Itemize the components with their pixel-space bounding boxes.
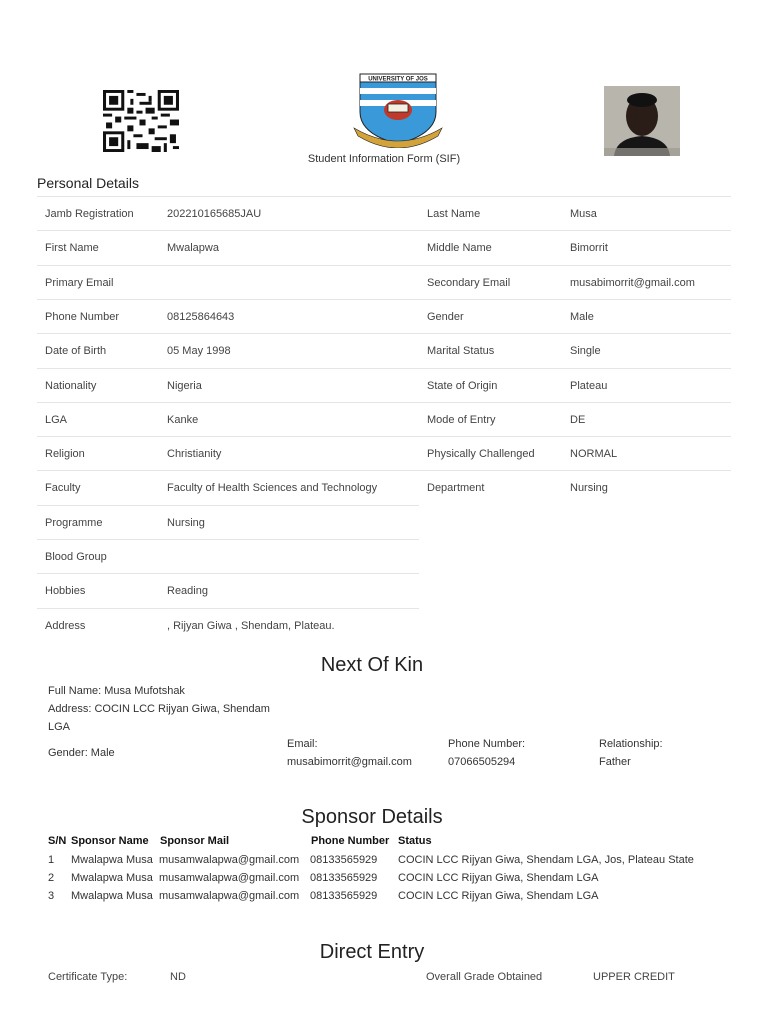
table-rule bbox=[37, 608, 419, 609]
field-value: Male bbox=[570, 310, 594, 323]
field-label: Address bbox=[45, 619, 86, 632]
field-label: Mode of Entry bbox=[427, 413, 496, 426]
kin-relationship-label: Relationship: bbox=[599, 738, 663, 750]
field-label: Secondary Email bbox=[427, 276, 511, 289]
kin-phone-label: Phone Number: bbox=[448, 738, 526, 750]
field-value: 08125864643 bbox=[167, 310, 235, 323]
sponsor-cell: musamwalapwa@gmail.com bbox=[159, 890, 300, 902]
sponsor-column-header: Sponsor Mail bbox=[160, 835, 230, 847]
kin-email: musabimorrit@gmail.com bbox=[287, 756, 412, 768]
section-title-next-of-kin: Next Of Kin bbox=[320, 654, 424, 676]
field-value: Reading bbox=[167, 585, 208, 598]
field-value: Nigeria bbox=[167, 379, 202, 392]
field-label: Middle Name bbox=[427, 242, 492, 255]
field-value: Bimorrit bbox=[570, 242, 608, 255]
field-value: Kanke bbox=[167, 413, 199, 426]
field-value: 05 May 1998 bbox=[167, 345, 231, 358]
field-label: Phone Number bbox=[45, 310, 119, 323]
certificate-type-value: ND bbox=[170, 971, 186, 983]
overall-grade-label: Overall Grade Obtained bbox=[426, 971, 543, 983]
sponsor-cell: Mwalapwa Musa bbox=[71, 854, 153, 866]
table-rule bbox=[37, 230, 731, 231]
table-rule bbox=[37, 573, 419, 574]
field-value: Mwalapwa bbox=[167, 242, 219, 255]
table-rule bbox=[37, 505, 419, 506]
field-value: musabimorrit@gmail.com bbox=[570, 276, 695, 289]
sponsor-cell: musamwalapwa@gmail.com bbox=[159, 872, 300, 884]
field-label: Programme bbox=[45, 516, 103, 529]
table-rule bbox=[37, 539, 419, 540]
student-photo bbox=[604, 86, 680, 156]
field-label: Physically Challenged bbox=[427, 448, 535, 461]
svg-text:UNIVERSITY OF JOS: UNIVERSITY OF JOS bbox=[368, 76, 428, 83]
field-label: Nationality bbox=[45, 379, 97, 392]
sponsor-cell: 3 bbox=[48, 890, 55, 902]
sponsor-column-header: Sponsor Name bbox=[71, 835, 149, 847]
sponsor-column-header: Phone Number bbox=[311, 835, 390, 847]
field-label: Jamb Registration bbox=[45, 208, 134, 220]
section-title-personal: Personal Details bbox=[37, 175, 139, 191]
form-title: Student Information Form (SIF) bbox=[307, 153, 461, 165]
sponsor-cell: Mwalapwa Musa bbox=[71, 890, 153, 902]
table-rule bbox=[37, 265, 731, 266]
field-label: State of Origin bbox=[427, 379, 498, 392]
table-rule bbox=[37, 470, 731, 471]
field-label: Primary Email bbox=[45, 276, 114, 289]
field-label: Hobbies bbox=[45, 585, 86, 598]
sponsor-cell: 08133565929 bbox=[310, 890, 378, 902]
field-label: Last Name bbox=[427, 208, 481, 220]
field-label: Religion bbox=[45, 448, 85, 461]
sponsor-cell: COCIN LCC Rijyan Giwa, Shendam LGA bbox=[398, 872, 599, 884]
field-value: Plateau bbox=[570, 379, 608, 392]
field-label: Department bbox=[427, 482, 485, 495]
sponsor-column-header: S/N bbox=[48, 835, 67, 847]
sponsor-cell: 08133565929 bbox=[310, 872, 378, 884]
kin-relationship: Father bbox=[599, 756, 631, 768]
qr-code bbox=[103, 90, 179, 152]
field-value: Single bbox=[570, 345, 601, 358]
field-value: 202210165685JAU bbox=[167, 208, 262, 220]
field-value: DE bbox=[570, 413, 586, 426]
table-rule bbox=[37, 333, 731, 334]
table-rule bbox=[37, 196, 731, 197]
sponsor-cell: Mwalapwa Musa bbox=[71, 872, 153, 884]
sponsor-cell: musamwalapwa@gmail.com bbox=[159, 854, 300, 866]
table-rule bbox=[37, 402, 731, 403]
kin-address-cont: LGA bbox=[48, 721, 71, 733]
field-label: Gender bbox=[427, 310, 464, 323]
section-title-direct-entry: Direct Entry bbox=[319, 941, 425, 963]
certificate-type-label: Certificate Type: bbox=[48, 971, 128, 983]
field-value: Nursing bbox=[570, 482, 608, 495]
sponsor-cell: COCIN LCC Rijyan Giwa, Shendam LGA, Jos, Plateau State bbox=[398, 854, 694, 866]
field-value: Musa bbox=[570, 208, 597, 220]
overall-grade-value: UPPER CREDIT bbox=[593, 971, 675, 983]
kin-email-label: Email: bbox=[287, 738, 318, 750]
field-value: Faculty of Health Sciences and Technology bbox=[167, 482, 378, 495]
table-rule bbox=[37, 368, 731, 369]
kin-gender: Gender: Male bbox=[48, 747, 115, 759]
university-logo bbox=[352, 68, 444, 148]
table-rule bbox=[37, 299, 731, 300]
kin-phone: 07066505294 bbox=[448, 756, 516, 768]
section-title-sponsor: Sponsor Details bbox=[301, 806, 443, 828]
field-value: Nursing bbox=[167, 516, 205, 529]
field-value: NORMAL bbox=[570, 448, 618, 461]
field-value: Christianity bbox=[167, 448, 222, 461]
field-label: Blood Group bbox=[45, 551, 107, 563]
field-value: , Rijyan Giwa , Shendam, Plateau. bbox=[167, 619, 335, 632]
sponsor-cell: 2 bbox=[48, 872, 55, 884]
sponsor-cell: 08133565929 bbox=[310, 854, 378, 866]
field-label: Date of Birth bbox=[45, 345, 107, 358]
kin-address: Address: COCIN LCC Rijyan Giwa, Shendam bbox=[48, 703, 270, 715]
kin-full-name: Full Name: Musa Mufotshak bbox=[48, 685, 185, 697]
field-label: Marital Status bbox=[427, 345, 495, 358]
field-label: First Name bbox=[45, 242, 99, 255]
sponsor-cell: 1 bbox=[48, 854, 55, 866]
sponsor-column-header: Status bbox=[398, 835, 432, 847]
sponsor-cell: COCIN LCC Rijyan Giwa, Shendam LGA bbox=[398, 890, 599, 902]
table-rule bbox=[37, 436, 731, 437]
field-label: LGA bbox=[45, 413, 68, 426]
field-label: Faculty bbox=[45, 482, 81, 495]
